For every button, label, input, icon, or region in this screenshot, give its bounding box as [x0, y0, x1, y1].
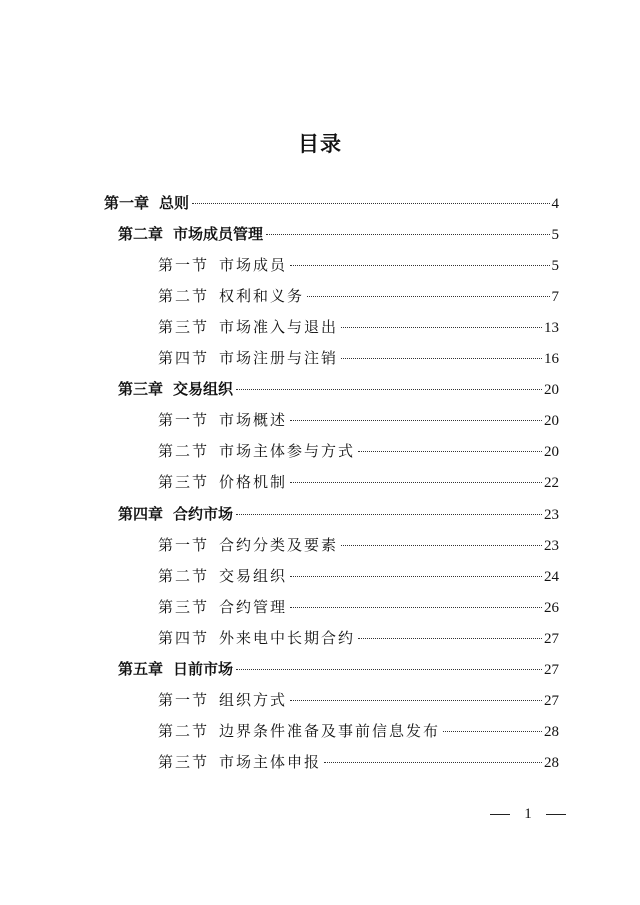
dot-leader [290, 420, 542, 421]
toc-entry-chapter-2[interactable] [118, 223, 559, 245]
toc-entry-number: 第一节 [158, 411, 210, 429]
toc-entry-name: 边界条件准备及事前信息发布 [219, 722, 441, 740]
toc-entry-number: 第五章 [118, 660, 164, 678]
toc-entry-page: 7 [551, 289, 559, 305]
toc-entry-page: 20 [544, 413, 559, 429]
toc-entry-section[interactable] [158, 720, 559, 742]
toc-entry-page: 5 [551, 258, 559, 274]
toc-entry-section[interactable] [158, 347, 559, 369]
toc-entry-name: 市场成员管理 [173, 225, 264, 243]
toc-entry-page: 5 [551, 227, 559, 243]
toc-entry-number: 第三节 [158, 598, 210, 616]
toc-entry-name: 合约分类及要素 [219, 536, 339, 554]
toc-entry-page: 27 [544, 662, 559, 678]
toc-entry-name: 市场注册与注销 [219, 349, 339, 367]
toc-entry-number: 第一节 [158, 256, 210, 274]
toc-entry-page: 28 [544, 724, 559, 740]
toc-entry-section[interactable] [158, 565, 559, 587]
dot-leader [358, 638, 542, 639]
toc-entry-number: 第一节 [158, 691, 210, 709]
toc-entry-page: 20 [544, 382, 559, 398]
toc-entry-number: 第二节 [158, 442, 210, 460]
dot-leader [358, 451, 542, 452]
dot-leader [290, 576, 542, 577]
toc-entry-page: 28 [544, 755, 559, 771]
toc-entry-chapter-3[interactable] [118, 378, 559, 400]
dot-leader [307, 296, 549, 297]
toc-entry-number: 第一章 [104, 194, 150, 212]
dot-leader [290, 265, 549, 266]
toc-entry-number: 第四章 [118, 505, 164, 523]
toc-entry-page: 4 [551, 196, 559, 212]
toc-entry-number: 第二章 [118, 225, 164, 243]
toc-entry-page: 24 [544, 569, 559, 585]
toc-entry-section[interactable] [158, 254, 559, 276]
toc-entry-page: 23 [544, 538, 559, 554]
toc-entry-name: 市场主体申报 [219, 753, 322, 771]
toc-entry-name: 价格机制 [219, 473, 288, 491]
toc-entry-name: 权利和义务 [219, 287, 305, 305]
toc-entry-section[interactable] [158, 689, 559, 711]
toc-entry-number: 第三章 [118, 380, 164, 398]
toc-entry-name: 交易组织 [219, 567, 288, 585]
toc-entry-section[interactable] [158, 751, 559, 773]
toc-entry-name: 市场准入与退出 [219, 318, 339, 336]
toc-entry-name: 市场概述 [219, 411, 288, 429]
toc-entry-section[interactable] [158, 596, 559, 618]
toc-entry-page: 27 [544, 631, 559, 647]
toc-entry-section[interactable] [158, 627, 559, 649]
footer-dash-left [490, 814, 510, 815]
toc-entry-section[interactable] [158, 534, 559, 556]
footer-dash-right [546, 814, 566, 815]
dot-leader [290, 482, 542, 483]
toc-entry-name: 外来电中长期合约 [219, 629, 356, 647]
dot-leader [341, 327, 542, 328]
toc-entry-section[interactable] [158, 440, 559, 462]
toc-entry-name: 合约管理 [219, 598, 288, 616]
toc-entry-number: 第一节 [158, 536, 210, 554]
page-number: 1 [524, 806, 532, 822]
toc-entry-section[interactable] [158, 285, 559, 307]
toc-entry-number: 第四节 [158, 629, 210, 647]
dot-leader [192, 203, 549, 204]
toc-entry-page: 22 [544, 475, 559, 491]
toc-entry-number: 第二节 [158, 722, 210, 740]
toc-entry-section[interactable] [158, 471, 559, 493]
dot-leader [341, 358, 542, 359]
toc-entry-chapter-4[interactable] [118, 503, 559, 525]
toc-entry-number: 第二节 [158, 567, 210, 585]
dot-leader [443, 731, 542, 732]
toc-entry-chapter-5[interactable] [118, 658, 559, 680]
toc-entry-page: 13 [544, 320, 559, 336]
toc-entry-name: 交易组织 [173, 380, 234, 398]
dot-leader [290, 607, 542, 608]
toc-entry-name: 日前市场 [173, 660, 234, 678]
toc-entry-number: 第三节 [158, 753, 210, 771]
dot-leader [236, 514, 542, 515]
toc-entry-page: 23 [544, 507, 559, 523]
toc-entry-section[interactable] [158, 316, 559, 338]
toc-title: 目录 [298, 132, 342, 156]
dot-leader [236, 389, 542, 390]
dot-leader [236, 669, 542, 670]
dot-leader [341, 545, 542, 546]
toc-entry-name: 合约市场 [173, 505, 234, 523]
toc-entry-number: 第三节 [158, 473, 210, 491]
dot-leader [324, 762, 542, 763]
toc-entry-chapter-1[interactable] [104, 192, 559, 214]
toc-entry-page: 27 [544, 693, 559, 709]
toc-entry-page: 26 [544, 600, 559, 616]
toc-entry-number: 第四节 [158, 349, 210, 367]
toc-entry-name: 总则 [159, 194, 190, 212]
toc-entry-section[interactable] [158, 409, 559, 431]
toc-entry-page: 20 [544, 444, 559, 460]
toc-entry-name: 市场成员 [219, 256, 288, 274]
toc-entry-number: 第三节 [158, 318, 210, 336]
toc-entry-name: 市场主体参与方式 [219, 442, 356, 460]
toc-entry-page: 16 [544, 351, 559, 367]
toc-entry-number: 第二节 [158, 287, 210, 305]
dot-leader [266, 234, 549, 235]
page-footer [478, 806, 578, 823]
toc-entry-name: 组织方式 [219, 691, 288, 709]
dot-leader [290, 700, 542, 701]
